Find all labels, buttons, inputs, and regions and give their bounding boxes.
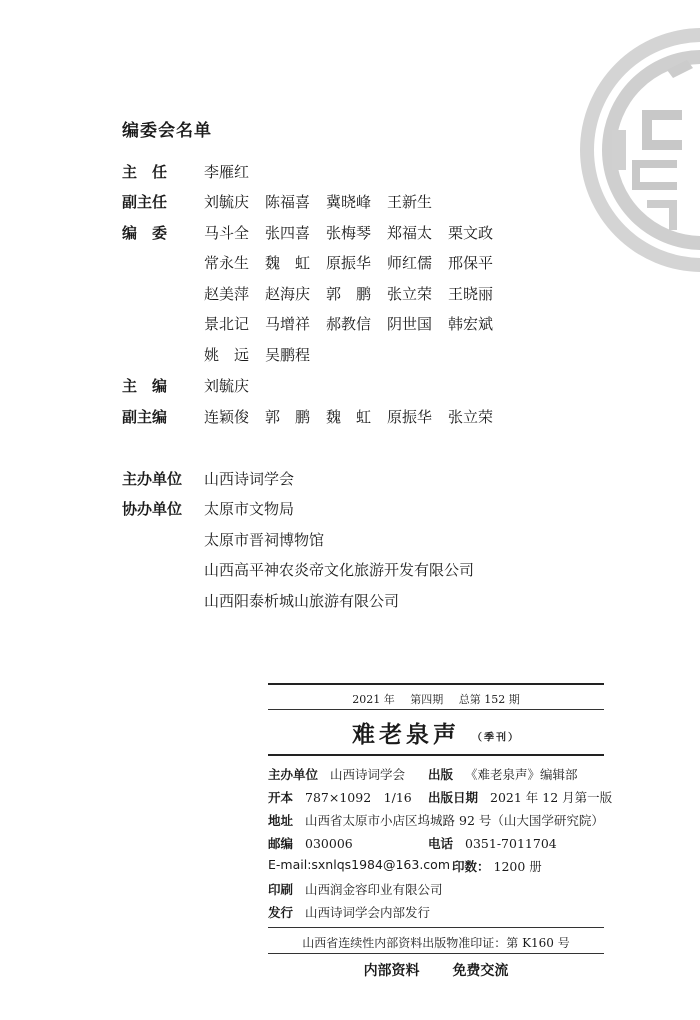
publication-subtitle: （季刊）	[472, 732, 520, 744]
member-name: 魏 虹	[265, 254, 311, 272]
member-name: 郭 鹏	[326, 285, 372, 303]
rule	[268, 953, 604, 954]
rule	[268, 754, 604, 756]
member-name: 陈福喜	[265, 193, 311, 211]
permit-line: 山西省连续性内部资料出版物准印证：第 K160 号	[302, 936, 570, 950]
publication-title: 难老泉声	[351, 721, 460, 748]
host-label: 主办单位	[122, 470, 183, 488]
co-organizer: 山西高平神农炎帝文化旅游开发有限公司	[204, 561, 475, 579]
member-name: 栗文政	[448, 224, 494, 242]
info-value: 山西诗词学会	[330, 767, 406, 782]
info-value: 山西省太原市小店区坞城路 92 号（山大国学研究院）	[305, 813, 604, 828]
member-name: 冀晓峰	[326, 193, 372, 211]
info-label: 邮编	[268, 836, 294, 851]
info-value: 山西诗词学会内部发行	[305, 905, 431, 920]
member-name: 王新生	[387, 193, 433, 211]
info-label: 出版	[428, 767, 454, 782]
member-name: 常永生	[204, 254, 250, 272]
info-row	[428, 834, 557, 852]
info-label: 印刷	[268, 882, 294, 897]
info-row	[428, 765, 578, 783]
member-name: 吴鹏程	[265, 346, 311, 364]
member-name: 郑福太	[387, 224, 433, 242]
member-name: 郭 鹏	[265, 408, 311, 426]
role-names	[204, 375, 265, 396]
role-names	[204, 283, 509, 304]
info-label: 开本	[268, 790, 294, 805]
footer-right: 免费交流	[452, 963, 509, 979]
co-organizer: 太原市文物局	[204, 500, 295, 518]
role-names	[204, 191, 448, 212]
member-name: 原振华	[387, 408, 433, 426]
role-title: 主 编	[122, 377, 168, 395]
member-name: 姚 远	[204, 346, 250, 364]
info-value: 030006	[305, 836, 353, 851]
role-title: 副主任	[122, 193, 168, 211]
rule	[268, 683, 604, 685]
info-label: 主办单位	[268, 767, 319, 782]
member-name: 原振华	[326, 254, 372, 272]
info-value: 《难老泉声》编辑部	[465, 767, 578, 782]
role-names	[204, 161, 265, 182]
info-value: 787×1092 1/16	[305, 790, 412, 805]
info-value: 山西润金容印业有限公司	[305, 882, 443, 897]
role-names	[204, 406, 509, 427]
member-name: 邢保平	[448, 254, 494, 272]
co-label: 协办单位	[122, 500, 183, 518]
seal-stamp-decoration	[572, 0, 700, 300]
member-name: 李雁红	[204, 163, 250, 181]
member-name: 张立荣	[448, 408, 494, 426]
info-row	[268, 765, 405, 783]
info-value: 1200 册	[493, 859, 542, 874]
member-name: 王晓丽	[448, 285, 494, 303]
info-label: 地址	[268, 813, 294, 828]
role-names	[204, 344, 326, 365]
footer-line	[268, 960, 604, 980]
role-names	[204, 313, 509, 334]
host-organizer: 山西诗词学会	[204, 470, 295, 488]
member-name: 刘毓庆	[204, 377, 250, 395]
member-name: 赵海庆	[265, 285, 311, 303]
publication-title-block	[268, 716, 604, 749]
info-row	[268, 834, 353, 852]
member-name: 魏 虹	[326, 408, 372, 426]
info-label: 发行	[268, 905, 294, 920]
member-name: 马斗全	[204, 224, 250, 242]
info-row	[428, 788, 612, 806]
member-name: 阴世国	[387, 315, 433, 333]
info-row	[452, 857, 542, 875]
member-name: 马增祥	[265, 315, 311, 333]
member-name: 师红儒	[387, 254, 433, 272]
member-name: 郝教信	[326, 315, 372, 333]
info-row	[268, 811, 604, 829]
co-organizer: 太原市晋祠博物馆	[204, 531, 325, 549]
rule	[268, 927, 604, 928]
info-label: 电话	[428, 836, 454, 851]
role-names	[204, 222, 509, 243]
rule	[268, 709, 604, 710]
info-label: 印数：	[452, 859, 490, 874]
info-row	[268, 880, 443, 898]
member-name: 张四喜	[265, 224, 311, 242]
committee-heading: 编委会名单	[122, 121, 212, 141]
info-label: 出版日期	[428, 790, 479, 805]
member-name: 张梅琴	[326, 224, 372, 242]
info-value: 2021 年 12 月第一版	[490, 790, 613, 805]
role-title: 编 委	[122, 224, 168, 242]
role-title: 副主编	[122, 408, 168, 426]
co-organizer: 山西阳泰析城山旅游有限公司	[204, 592, 400, 610]
issue-year: 2021 年	[352, 693, 395, 706]
info-row	[268, 788, 412, 806]
role-names	[204, 252, 509, 273]
info-row	[268, 903, 430, 921]
member-name: 刘毓庆	[204, 193, 250, 211]
member-name: 景北记	[204, 315, 250, 333]
info-row	[268, 857, 450, 872]
member-name: 韩宏斌	[448, 315, 494, 333]
info-value: 0351-7011704	[465, 836, 557, 851]
member-name: 赵美萍	[204, 285, 250, 303]
issue-total: 总第 152 期	[458, 693, 520, 706]
footer-left: 内部资料	[363, 963, 420, 979]
issue-number: 第四期	[410, 693, 444, 706]
member-name: 张立荣	[387, 285, 433, 303]
issue-line	[268, 691, 604, 707]
role-title: 主 任	[122, 163, 168, 181]
member-name: 连颖俊	[204, 408, 250, 426]
email: E-mail:sxnlqs1984@163.com	[268, 857, 450, 872]
